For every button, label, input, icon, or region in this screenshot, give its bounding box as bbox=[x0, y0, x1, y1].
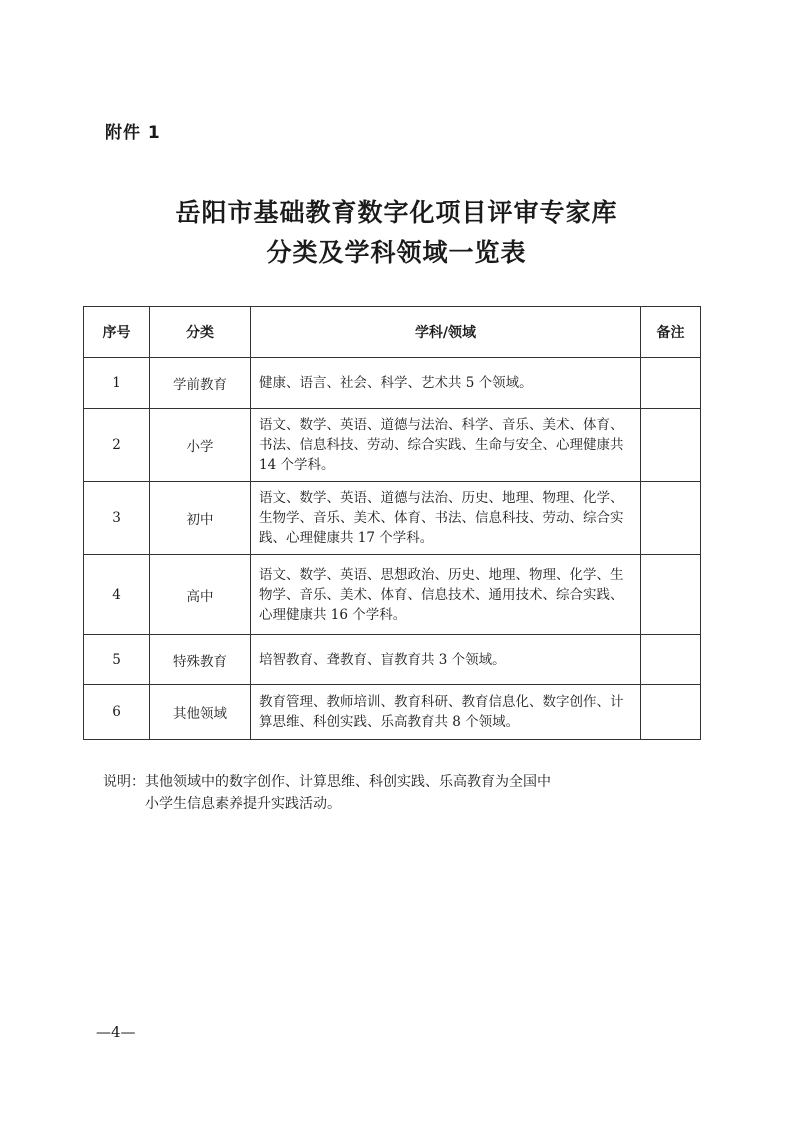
table-row bbox=[84, 482, 701, 555]
row-category: 特殊教育 bbox=[150, 635, 251, 685]
row-remark bbox=[641, 555, 701, 635]
row-subjects: 教育管理、教师培训、教育科研、教育信息化、数字创作、计算思维、科创实践、乐高教育共 8 个领域。 bbox=[251, 685, 641, 740]
table-row bbox=[84, 635, 701, 685]
row-remark bbox=[641, 685, 701, 740]
row-category: 高中 bbox=[150, 555, 251, 635]
header-remark: 备注 bbox=[641, 307, 701, 358]
table-note bbox=[103, 771, 603, 815]
header-number: 序号 bbox=[84, 307, 150, 358]
note-line1: 其他领域中的数字创作、计算思维、科创实践、乐高教育为全国中 bbox=[145, 774, 551, 790]
document-title-line2: 分类及学科领域一览表 bbox=[266, 238, 527, 267]
table-row bbox=[84, 409, 701, 482]
row-subjects: 健康、语言、社会、科学、艺术共 5 个领域。 bbox=[251, 358, 641, 409]
note-line2: 小学生信息素养提升实践活动。 bbox=[145, 796, 341, 812]
row-remark bbox=[641, 482, 701, 555]
row-number: 5 bbox=[84, 635, 150, 685]
row-number: 3 bbox=[84, 482, 150, 555]
table-header-row bbox=[84, 307, 701, 358]
row-category: 初中 bbox=[150, 482, 251, 555]
page-number: —4— bbox=[96, 1023, 136, 1041]
table-row bbox=[84, 555, 701, 635]
row-number: 6 bbox=[84, 685, 150, 740]
table-row bbox=[84, 358, 701, 409]
table-row bbox=[84, 685, 701, 740]
row-subjects: 语文、数学、英语、道德与法治、科学、音乐、美术、体育、书法、信息科技、劳动、综合实践、生命与安全、心理健康共 14 个学科。 bbox=[251, 409, 641, 482]
row-category: 小学 bbox=[150, 409, 251, 482]
row-remark bbox=[641, 409, 701, 482]
header-subjects: 学科/领域 bbox=[251, 307, 641, 358]
row-category: 学前教育 bbox=[150, 358, 251, 409]
row-number: 1 bbox=[84, 358, 150, 409]
expert-category-table bbox=[83, 306, 701, 740]
row-number: 4 bbox=[84, 555, 150, 635]
row-remark bbox=[641, 358, 701, 409]
row-category: 其他领域 bbox=[150, 685, 251, 740]
note-label: 说明： bbox=[103, 774, 145, 790]
document-title-line1: 岳阳市基础教育数字化项目评审专家库 bbox=[175, 198, 618, 227]
header-category: 分类 bbox=[150, 307, 251, 358]
row-remark bbox=[641, 635, 701, 685]
row-subjects: 培智教育、聋教育、盲教育共 3 个领域。 bbox=[251, 635, 641, 685]
row-subjects: 语文、数学、英语、道德与法治、历史、地理、物理、化学、生物学、音乐、美术、体育、书法、信息科技、劳动、综合实践、心理健康共 17 个学科。 bbox=[251, 482, 641, 555]
row-subjects: 语文、数学、英语、思想政治、历史、地理、物理、化学、生物学、音乐、美术、体育、信息技术、通用技术、综合实践、心理健康共 16 个学科。 bbox=[251, 555, 641, 635]
attachment-label: 附件 1 bbox=[105, 123, 161, 143]
row-number: 2 bbox=[84, 409, 150, 482]
